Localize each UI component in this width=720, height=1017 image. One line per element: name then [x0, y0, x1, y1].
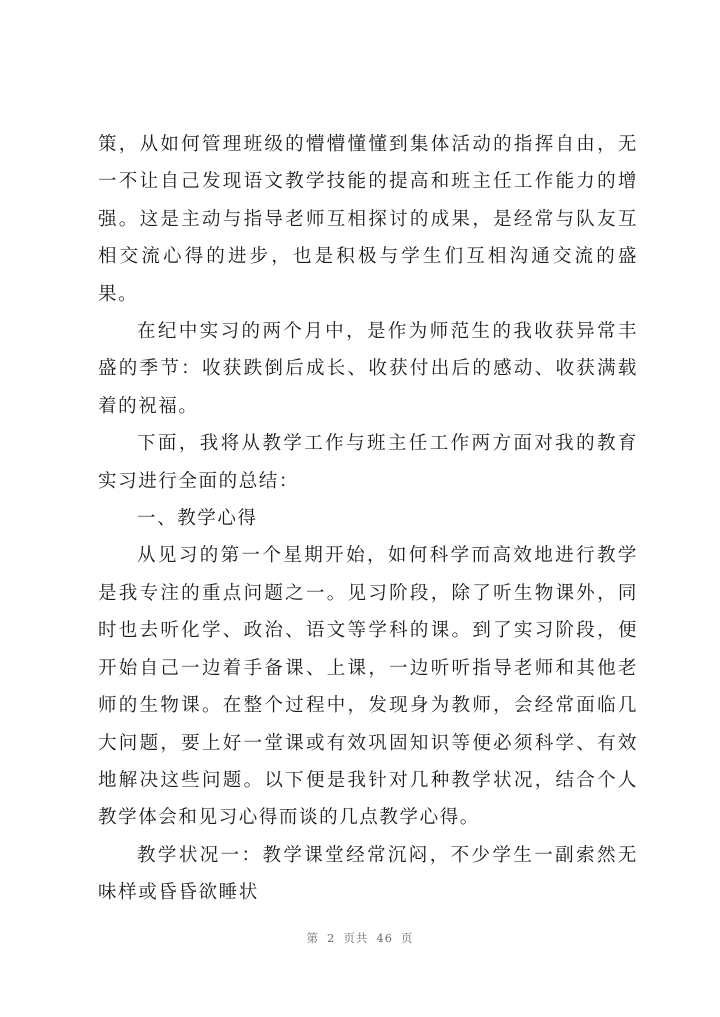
section-heading: 一、教学心得: [137, 508, 258, 530]
footer-total-pages: 46: [376, 931, 393, 945]
footer-middle: 页共: [343, 931, 369, 945]
footer-suffix: 页: [400, 931, 414, 945]
paragraph-5: 教学状况一：教学课堂经常沉闷，不少学生一副索然无味样或昏昏欲睡状: [98, 844, 638, 904]
paragraph-3: 下面，我将从教学工作与班主任工作两方面对我的教育实习进行全面的总结：: [98, 433, 638, 492]
footer-prefix: 第: [306, 931, 320, 945]
paragraph-4: 从见习的第一个星期开始，如何科学而高效地进行教学是我专注的重点问题之一。见习阶段，除了听生物课外，同时也去听化学、政治、语文等学科的课。到了实习阶段，便开始自己一边着手备课、上课，一边听听指导老师和其他老师的生物课。在整个过程中，发现身为教师，会经常面临几大问题，要上好一堂课或有效巩固知识等便必须科学、有效地解决这些问题。以下便是我针对几种教学状况，结合个人教学体会和见习心得而谈的几点教学心得。: [98, 545, 638, 829]
paragraph-1: 策，从如何管理班级的懵懵懂懂到集体活动的指挥自由，无一不让自己发现语文教学技能的提高和班主任工作能力的增强。这是主动与指导老师互相探讨的成果，是经常与队友互相交流心得的进步，也是积极与学生们互相沟通交流的盛果。: [98, 134, 638, 305]
footer-page-number: 2: [327, 931, 336, 945]
document-body: [98, 126, 638, 912]
page-footer: [0, 930, 720, 946]
paragraph-2: 在纪中实习的两个月中，是作为师范生的我收获异常丰盛的季节：收获跌倒后成长、收获付出后的感动、收获满载着的祝福。: [98, 321, 638, 417]
